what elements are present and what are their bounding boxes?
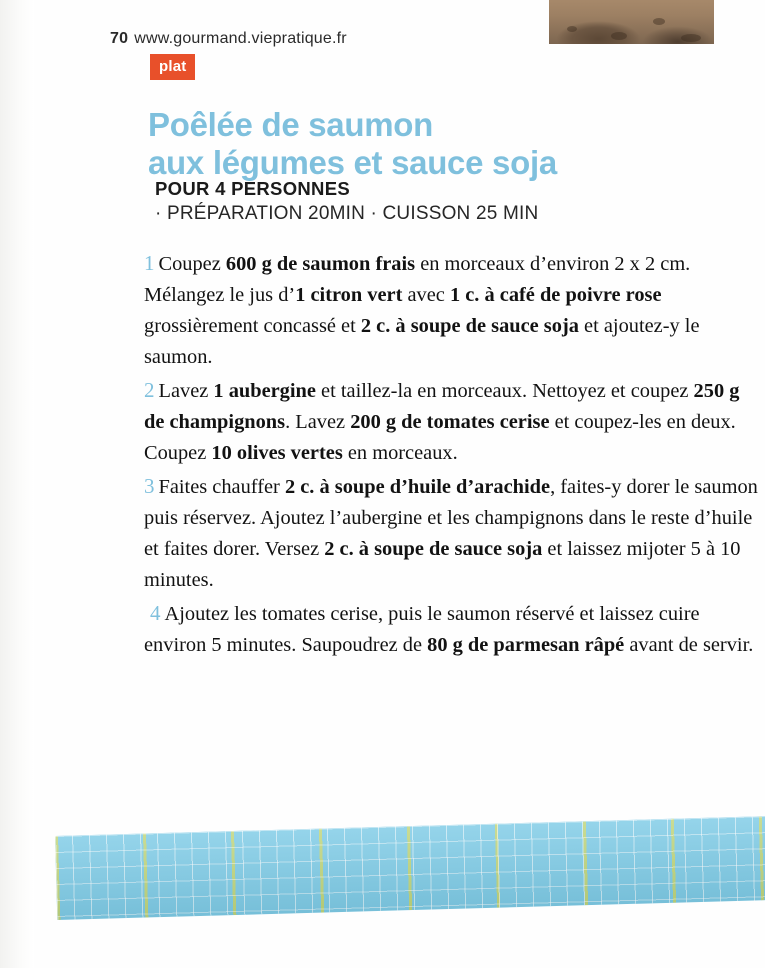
recipe-title <box>148 106 748 183</box>
paper-edge <box>0 0 34 968</box>
recipe-step <box>144 248 758 373</box>
step-number: 1 <box>144 251 155 275</box>
step-number: 4 <box>150 601 161 626</box>
step-text: Ajoutez les tomates cerise, puis le saumon réservé et laissez cuire environ 5 minutes. Saupoudrez de 80 g de parmesan râpé avant de servir. <box>144 603 754 657</box>
recipe-step <box>144 598 758 661</box>
recipe-step <box>144 471 758 596</box>
banner-shade <box>55 816 765 920</box>
step-text: Coupez 600 g de saumon frais en morceaux d’environ 2 x 2 cm. Mélangez le jus d’1 citron vert avec 1 c. à café de poivre rose grossièrement concassé et 2 c. à soupe de sauce soja et ajoutez-y le saumon. <box>144 253 700 369</box>
category-badge: plat <box>150 54 195 80</box>
page-number: 70 <box>110 30 129 47</box>
recipe-step <box>144 375 758 469</box>
footer-text <box>110 30 347 48</box>
step-text: Faites chauffer 2 c. à soupe d’huile d’arachide, faites-y dorer le saumon puis réservez. Ajoutez l’aubergine et les champignons dans le reste d’huile et faites dorer. Versez 2 c. à soupe de sauce soja et laissez mijoter 5 à 10 minutes. <box>144 476 758 592</box>
prep-cook-times: · PRÉPARATION 20MIN · CUISSON 25 MIN <box>155 203 539 224</box>
footer-banner <box>55 816 765 920</box>
step-number: 2 <box>144 378 155 403</box>
recipe-meta <box>155 178 735 225</box>
photo-speck <box>681 34 701 42</box>
recipe-steps <box>144 248 758 663</box>
recipe-title-line-1: Poêlée de saumon <box>148 106 433 144</box>
recipe-photo-fragment <box>549 0 714 44</box>
step-text: Lavez 1 aubergine et taillez-la en morceaux. Nettoyez et coupez 250 g de champignons. Lavez 200 g de tomates cerise et coupez-les en deux. Coupez 10 olives vertes en morceaux. <box>144 380 740 465</box>
recipe-title-line-2: aux légumes et sauce soja <box>148 144 557 182</box>
photo-speck <box>611 32 627 40</box>
photo-speck <box>653 18 665 25</box>
step-number: 3 <box>144 474 155 499</box>
website-url: www.gourmand.viepratique.fr <box>134 30 347 47</box>
photo-speck <box>567 26 577 32</box>
servings-label: POUR 4 PERSONNES <box>155 178 350 199</box>
